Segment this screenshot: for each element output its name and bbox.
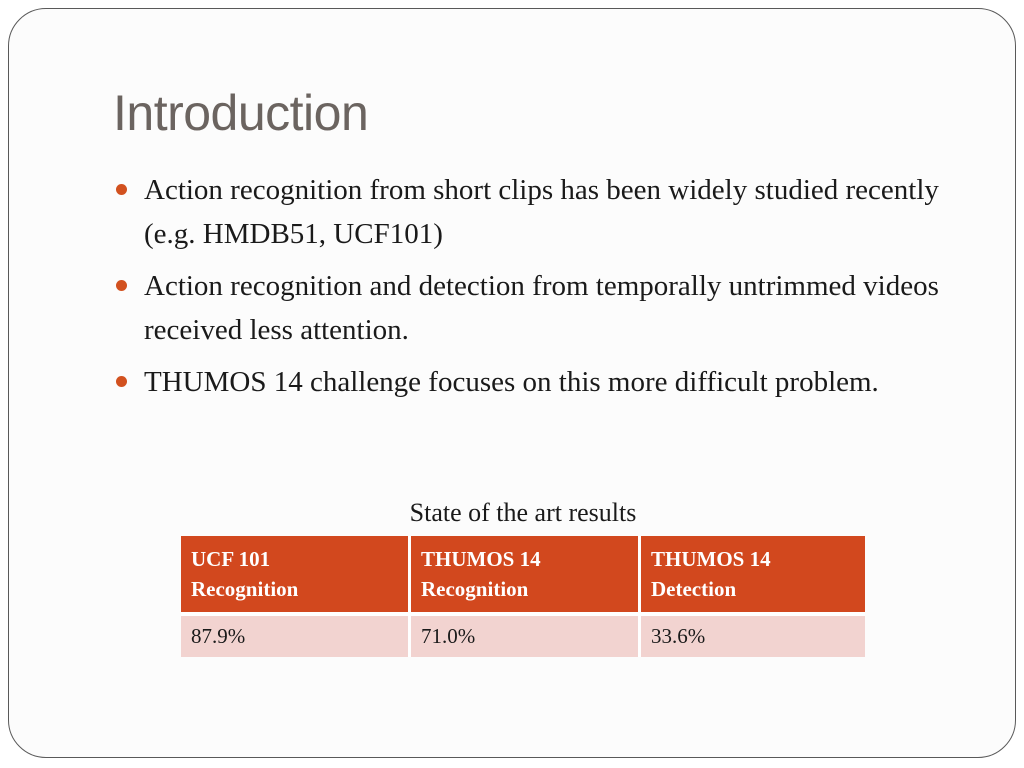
column-header-line: THUMOS 14 bbox=[421, 547, 541, 571]
table-header-row bbox=[181, 536, 865, 614]
column-header-line: THUMOS 14 bbox=[651, 547, 771, 571]
column-header-line: Recognition bbox=[421, 577, 529, 601]
column-header-line: UCF 101 bbox=[191, 547, 271, 571]
column-header-thumos14-detection bbox=[640, 536, 866, 614]
bullet-item bbox=[113, 264, 963, 352]
column-header-thumos14-recognition bbox=[410, 536, 640, 614]
bullet-item bbox=[113, 360, 963, 404]
table-caption: State of the art results bbox=[409, 498, 637, 527]
slide-title: Introduction bbox=[113, 85, 369, 141]
bullet-dot-icon bbox=[116, 376, 127, 387]
column-header-line: Recognition bbox=[191, 577, 299, 601]
results-table bbox=[181, 536, 865, 657]
bullet-text: THUMOS 14 challenge focuses on this more difficult problem. bbox=[144, 366, 879, 398]
table-row bbox=[181, 614, 865, 657]
bullet-item bbox=[113, 168, 963, 256]
bullet-dot-icon bbox=[116, 280, 127, 291]
column-header-line: Detection bbox=[651, 577, 737, 601]
table-cell: 71.0% bbox=[410, 614, 640, 657]
column-header-ucf101-recognition bbox=[181, 536, 410, 614]
table-cell: 33.6% bbox=[640, 614, 866, 657]
bullet-dot-icon bbox=[116, 184, 127, 195]
bullet-text: Action recognition and detection from temporally untrimmed videos received less attention. bbox=[144, 270, 939, 346]
table-cell: 87.9% bbox=[181, 614, 410, 657]
bullet-text: Action recognition from short clips has been widely studied recently (e.g. HMDB51, UCF101) bbox=[144, 174, 939, 250]
bullet-list bbox=[113, 168, 963, 412]
